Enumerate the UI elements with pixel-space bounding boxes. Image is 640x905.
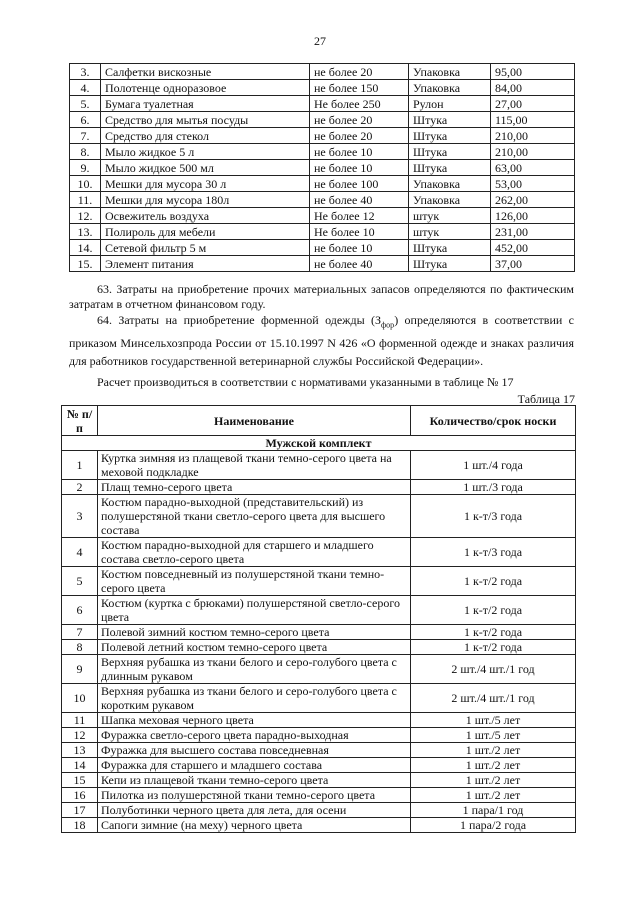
item-name: Мыло жидкое 5 л	[101, 144, 310, 160]
table-row	[70, 64, 575, 80]
row-number: 18	[62, 818, 98, 833]
price: 115,00	[491, 112, 575, 128]
item-name: Куртка зимняя из плащевой ткани темно-серого цвета на меховой подкладке	[98, 451, 411, 480]
item-name: Фуражка для высшего состава повседневная	[98, 743, 411, 758]
row-number: 4	[62, 538, 98, 567]
item-name: Элемент питания	[101, 256, 310, 272]
price: 63,00	[491, 160, 575, 176]
quantity-term: 1 к-т/2 года	[411, 596, 576, 625]
quantity-limit: Не более 10	[310, 224, 409, 240]
table-row	[62, 451, 576, 480]
item-name: Пилотка из полушерстяной ткани темно-серого цвета	[98, 788, 411, 803]
item-name: Костюм (куртка с брюками) полушерстяной светло-серого цвета	[98, 596, 411, 625]
table-row	[70, 112, 575, 128]
item-name: Бумага туалетная	[101, 96, 310, 112]
price: 210,00	[491, 128, 575, 144]
row-number: 7	[62, 625, 98, 640]
quantity-limit: не более 20	[310, 64, 409, 80]
table-row	[70, 208, 575, 224]
table-row	[62, 596, 576, 625]
quantity-limit: не более 100	[310, 176, 409, 192]
row-number: 8.	[70, 144, 101, 160]
table-row	[62, 495, 576, 538]
item-name: Полевой летний костюм темно-серого цвета	[98, 640, 411, 655]
item-name: Сапоги зимние (на меху) черного цвета	[98, 818, 411, 833]
item-name: Освежитель воздуха	[101, 208, 310, 224]
uniform-norms-table	[61, 405, 576, 833]
unit: Штука	[409, 112, 491, 128]
table-row	[70, 224, 575, 240]
quantity-limit: не более 40	[310, 192, 409, 208]
row-number: 8	[62, 640, 98, 655]
row-number: 17	[62, 803, 98, 818]
row-number: 6.	[70, 112, 101, 128]
quantity-limit: не более 10	[310, 160, 409, 176]
row-number: 10	[62, 684, 98, 713]
price: 84,00	[491, 80, 575, 96]
item-name: Средство для мытья посуды	[101, 112, 310, 128]
quantity-term: 2 шт./4 шт./1 год	[411, 684, 576, 713]
quantity-limit: Не более 12	[310, 208, 409, 224]
row-number: 13.	[70, 224, 101, 240]
unit: Штука	[409, 128, 491, 144]
unit: Упаковка	[409, 64, 491, 80]
table-row	[70, 160, 575, 176]
quantity-term: 1 пара/1 год	[411, 803, 576, 818]
quantity-term: 1 шт./2 лет	[411, 788, 576, 803]
row-number: 5	[62, 567, 98, 596]
item-name: Полевой зимний костюм темно-серого цвета	[98, 625, 411, 640]
row-number: 9.	[70, 160, 101, 176]
item-name: Полуботинки черного цвета для лета, для осени	[98, 803, 411, 818]
table-row	[62, 538, 576, 567]
item-name: Полотенце одноразовое	[101, 80, 310, 96]
quantity-term: 1 шт./3 года	[411, 480, 576, 495]
table-row	[62, 655, 576, 684]
price: 37,00	[491, 256, 575, 272]
row-number: 6	[62, 596, 98, 625]
quantity-limit: не более 10	[310, 144, 409, 160]
quantity-limit: не более 20	[310, 112, 409, 128]
table-row	[62, 640, 576, 655]
table-row	[70, 192, 575, 208]
price: 262,00	[491, 192, 575, 208]
quantity-term: 2 шт./4 шт./1 год	[411, 655, 576, 684]
row-number: 3	[62, 495, 98, 538]
table-row	[62, 773, 576, 788]
item-name: Средство для стекол	[101, 128, 310, 144]
table-row	[62, 743, 576, 758]
quantity-term: 1 к-т/2 года	[411, 625, 576, 640]
unit: Упаковка	[409, 80, 491, 96]
table-row	[70, 80, 575, 96]
item-name: Шапка меховая черного цвета	[98, 713, 411, 728]
row-number: 15.	[70, 256, 101, 272]
quantity-limit: не более 20	[310, 128, 409, 144]
item-name: Сетевой фильтр 5 м	[101, 240, 310, 256]
table-row	[62, 567, 576, 596]
unit: штук	[409, 224, 491, 240]
item-name: Верхняя рубашка из ткани белого и серо-голубого цвета с длинным рукавом	[98, 655, 411, 684]
row-number: 10.	[70, 176, 101, 192]
column-header-quantity: Количество/срок носки	[411, 406, 576, 436]
row-number: 16	[62, 788, 98, 803]
table-caption: Таблица 17	[517, 392, 575, 406]
table-row	[70, 240, 575, 256]
row-number: 1	[62, 451, 98, 480]
quantity-term: 1 шт./2 лет	[411, 758, 576, 773]
quantity-term: 1 к-т/3 года	[411, 538, 576, 567]
row-number: 5.	[70, 96, 101, 112]
unit: Штука	[409, 160, 491, 176]
quantity-limit: не более 40	[310, 256, 409, 272]
table-row	[70, 256, 575, 272]
calculation-note: Расчет производиться в соответствии с нормативами указанными в таблице № 17	[97, 375, 514, 389]
item-name: Салфетки вискозные	[101, 64, 310, 80]
row-number: 11	[62, 713, 98, 728]
row-number: 14	[62, 758, 98, 773]
item-name: Полироль для мебели	[101, 224, 310, 240]
quantity-term: 1 шт./2 лет	[411, 743, 576, 758]
price: 231,00	[491, 224, 575, 240]
table-row	[62, 758, 576, 773]
unit: штук	[409, 208, 491, 224]
paragraph-64: 64. Затраты на приобретение форменной одежды $(З_{фор})$ определяются в соответствии с приказом Минсельхозпрода России от 15.10.1997 N 426 «О форменной одежде и знаках различия для работников государственной ветеринарной службы Российской Федерации».	[69, 313, 574, 369]
unit: Штука	[409, 240, 491, 256]
price: 53,00	[491, 176, 575, 192]
row-number: 12	[62, 728, 98, 743]
unit: Упаковка	[409, 192, 491, 208]
supplies-table	[69, 63, 575, 272]
table-row	[70, 96, 575, 112]
row-number: 13	[62, 743, 98, 758]
paragraph-63: 63. Затраты на приобретение прочих материальных запасов определяются по фактическим затратам в отчетном финансовом году.	[69, 282, 574, 311]
price: 27,00	[491, 96, 575, 112]
unit: Рулон	[409, 96, 491, 112]
quantity-term: 1 к-т/2 года	[411, 567, 576, 596]
item-name: Костюм повседневный из полушерстяной ткани темно-серого цвета	[98, 567, 411, 596]
item-name: Кепи из плащевой ткани темно-серого цвета	[98, 773, 411, 788]
quantity-term: 1 шт./5 лет	[411, 713, 576, 728]
table-row	[62, 713, 576, 728]
quantity-limit: не более 10	[310, 240, 409, 256]
unit: Штука	[409, 256, 491, 272]
quantity-term: 1 шт./4 года	[411, 451, 576, 480]
table-row	[62, 625, 576, 640]
item-name: Фуражка светло-серого цвета парадно-выходная	[98, 728, 411, 743]
column-header-number: № п/п	[62, 406, 98, 436]
item-name: Мешки для мусора 30 л	[101, 176, 310, 192]
quantity-term: 1 шт./2 лет	[411, 773, 576, 788]
row-number: 15	[62, 773, 98, 788]
item-name: Костюм парадно-выходной (представительский) из полушерстяной ткани светло-серого цвета для высшего состава	[98, 495, 411, 538]
quantity-limit: не более 150	[310, 80, 409, 96]
table-row	[62, 684, 576, 713]
row-number: 11.	[70, 192, 101, 208]
price: 210,00	[491, 144, 575, 160]
item-name: Фуражка для старшего и младшего состава	[98, 758, 411, 773]
table-row	[62, 818, 576, 833]
row-number: 9	[62, 655, 98, 684]
price: 126,00	[491, 208, 575, 224]
row-number: 3.	[70, 64, 101, 80]
quantity-limit: Не более 250	[310, 96, 409, 112]
quantity-term: 1 шт./5 лет	[411, 728, 576, 743]
item-name: Мыло жидкое 500 мл	[101, 160, 310, 176]
quantity-term: 1 к-т/3 года	[411, 495, 576, 538]
quantity-term: 1 пара/2 года	[411, 818, 576, 833]
table-row	[62, 803, 576, 818]
row-number: 12.	[70, 208, 101, 224]
table-row	[62, 480, 576, 495]
item-name: Верхняя рубашка из ткани белого и серо-голубого цвета с коротким рукавом	[98, 684, 411, 713]
unit: Упаковка	[409, 176, 491, 192]
price: 95,00	[491, 64, 575, 80]
page-number: 27	[314, 34, 326, 48]
unit: Штука	[409, 144, 491, 160]
quantity-term: 1 к-т/2 года	[411, 640, 576, 655]
row-number: 2	[62, 480, 98, 495]
row-number: 14.	[70, 240, 101, 256]
row-number: 7.	[70, 128, 101, 144]
table-row	[70, 144, 575, 160]
table-row	[70, 176, 575, 192]
section-title: Мужской комплект	[62, 436, 576, 451]
item-name: Мешки для мусора 180л	[101, 192, 310, 208]
table-row	[70, 128, 575, 144]
price: 452,00	[491, 240, 575, 256]
item-name: Плащ темно-серого цвета	[98, 480, 411, 495]
table-row	[62, 788, 576, 803]
column-header-name: Наименование	[98, 406, 411, 436]
row-number: 4.	[70, 80, 101, 96]
item-name: Костюм парадно-выходной для старшего и младшего состава светло-серого цвета	[98, 538, 411, 567]
table-row	[62, 728, 576, 743]
